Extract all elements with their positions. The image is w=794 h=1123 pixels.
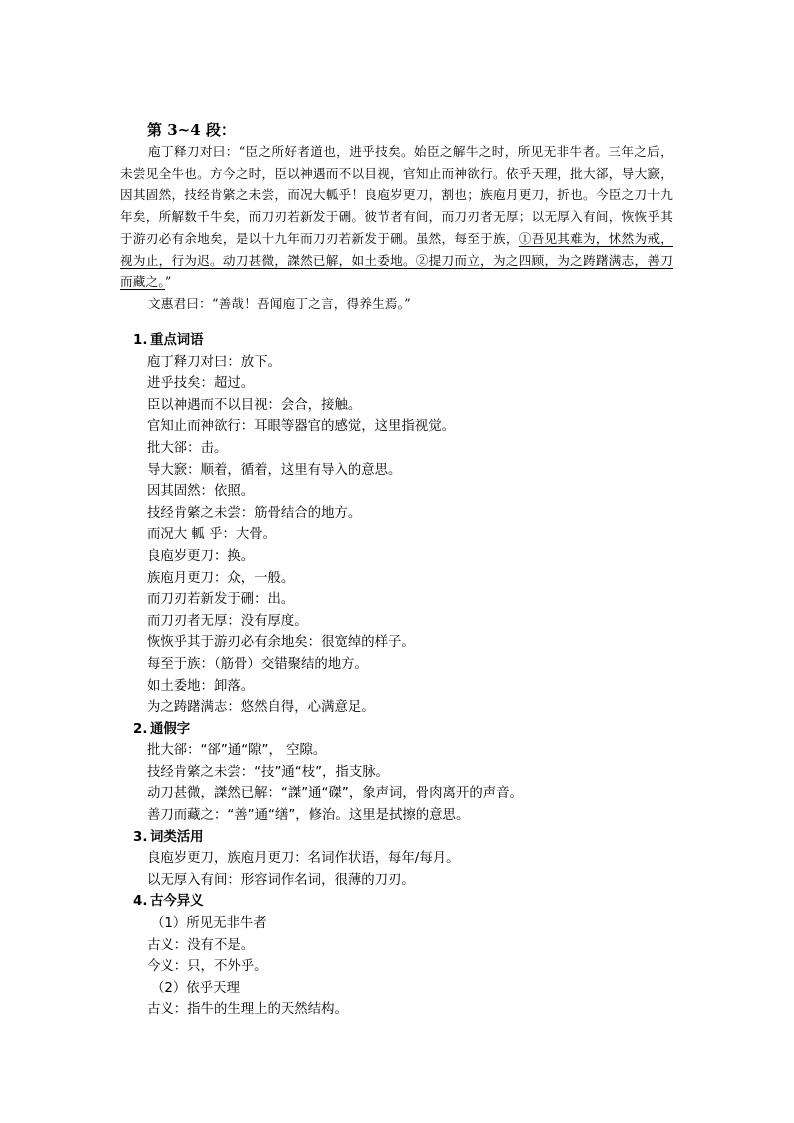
note-item: 庖丁释刀对曰：放下。 (147, 354, 281, 370)
notes-section-3 (133, 827, 593, 892)
passage-paragraph-1 (120, 141, 673, 293)
note-item: 每至于族：（筋骨）交错聚结的地方。 (147, 656, 368, 672)
underlined-sentence-2: ②提刀而立，为之四顾，为之踌躇满志，善刀而藏之。 (120, 252, 673, 290)
underlined-sentence-1: ①吾见其难为，怵然为戒，视为止，行为迟。动刀甚微，謋然已解，如土委地。 (120, 230, 673, 268)
note-item: 古义：指牛的生理上的天然结构。 (147, 1002, 348, 1018)
notes-section-1 (133, 330, 593, 719)
note-item: 如土委地：卸落。 (147, 678, 255, 694)
note-item: 导大窾：顺着，循着，这里有导入的意思。 (147, 462, 402, 478)
section-title: 2. 通假字 (133, 721, 191, 737)
note-item: 进乎技矣：超过。 (147, 376, 255, 392)
note-item: 为之踌躇满志：悠然自得，心满意足。 (147, 700, 375, 716)
passage-paragraph-2: 文惠君曰：“善哉！吾闻庖丁之言，得养生焉。” (148, 295, 411, 311)
note-item: 今义：只，不外乎。 (147, 959, 268, 975)
classical-passage (120, 141, 673, 315)
closing-quote: ” (164, 274, 172, 290)
note-item: 动刀甚微，謋然已解：“謋”通“磔”，象声词，骨肉离开的声音。 (147, 786, 523, 802)
section-title: 3. 词类活用 (133, 829, 204, 845)
note-item: 而刀刃若新发于硎：出。 (147, 592, 295, 608)
note-item: 批大郤：“郤”通“隙”， 空隙。 (147, 743, 327, 759)
note-item: 以无厚入有间：形容词作名词，很薄的刀刃。 (147, 872, 415, 888)
note-item: 批大郤：击。 (147, 440, 228, 456)
note-item: 因其固然：依照。 (147, 484, 255, 500)
notes-section-4 (133, 891, 593, 1021)
note-item: 技经肯綮之未尝：“技”通“枝”，指支脉。 (147, 764, 389, 780)
passage-text: 庖丁释刀对曰：“臣之所好者道也，进乎技矣。始臣之解牛之时，所见无非牛者。三年之后，未尝见全牛也。方今之时，臣以神遇而不以目视，官知止而神欲行。依乎天理，批大郤，导大窾，因其固然，技经肯綮之未尝，而况大軱乎！良庖岁更刀，割也；族庖月更刀，折也。今臣之刀十九年矣，所解数千牛矣，而刀刃若新发于硎。彼节者有间，而刀刃者无厚；以无厚入有间，恢恢乎其于游刃必有余地矣，是以十九年而刀刃若新发于硎。虽然，每至于族， (120, 144, 673, 246)
note-item: （2）依乎天理 (151, 980, 240, 996)
note-item: 良庖岁更刀，族庖月更刀：名词作状语，每年/每月。 (147, 851, 460, 867)
note-item: 族庖月更刀：众，一般。 (147, 570, 295, 586)
note-item: 技经肯綮之未尝：筋骨结合的地方。 (147, 505, 362, 521)
note-item: 官知止而神欲行：耳眼等器官的感觉，这里指视觉。 (147, 419, 455, 435)
note-item: 恢恢乎其于游刃必有余地矣：很宽绰的样子。 (147, 635, 415, 651)
note-item: 而刀刃者无厚：没有厚度。 (147, 613, 308, 629)
note-item: 古义：没有不是。 (147, 937, 255, 953)
note-item: 臣以神遇而不以目视：会合，接触。 (147, 397, 362, 413)
note-item: （1）所见无非牛者 (151, 916, 267, 932)
study-notes (133, 330, 593, 1021)
note-item: 而况大 軱 乎：大骨。 (147, 527, 277, 543)
note-item: 良庖岁更刀：换。 (147, 548, 255, 564)
section-title: 1. 重点词语 (133, 333, 204, 348)
note-item: 善刀而藏之：“善”通“缮”，修治。这里是拭擦的意思。 (147, 808, 470, 824)
notes-section-2 (133, 719, 593, 827)
section-heading: 第 3~4 段： (147, 121, 236, 139)
section-title: 4. 古今异义 (133, 894, 204, 910)
